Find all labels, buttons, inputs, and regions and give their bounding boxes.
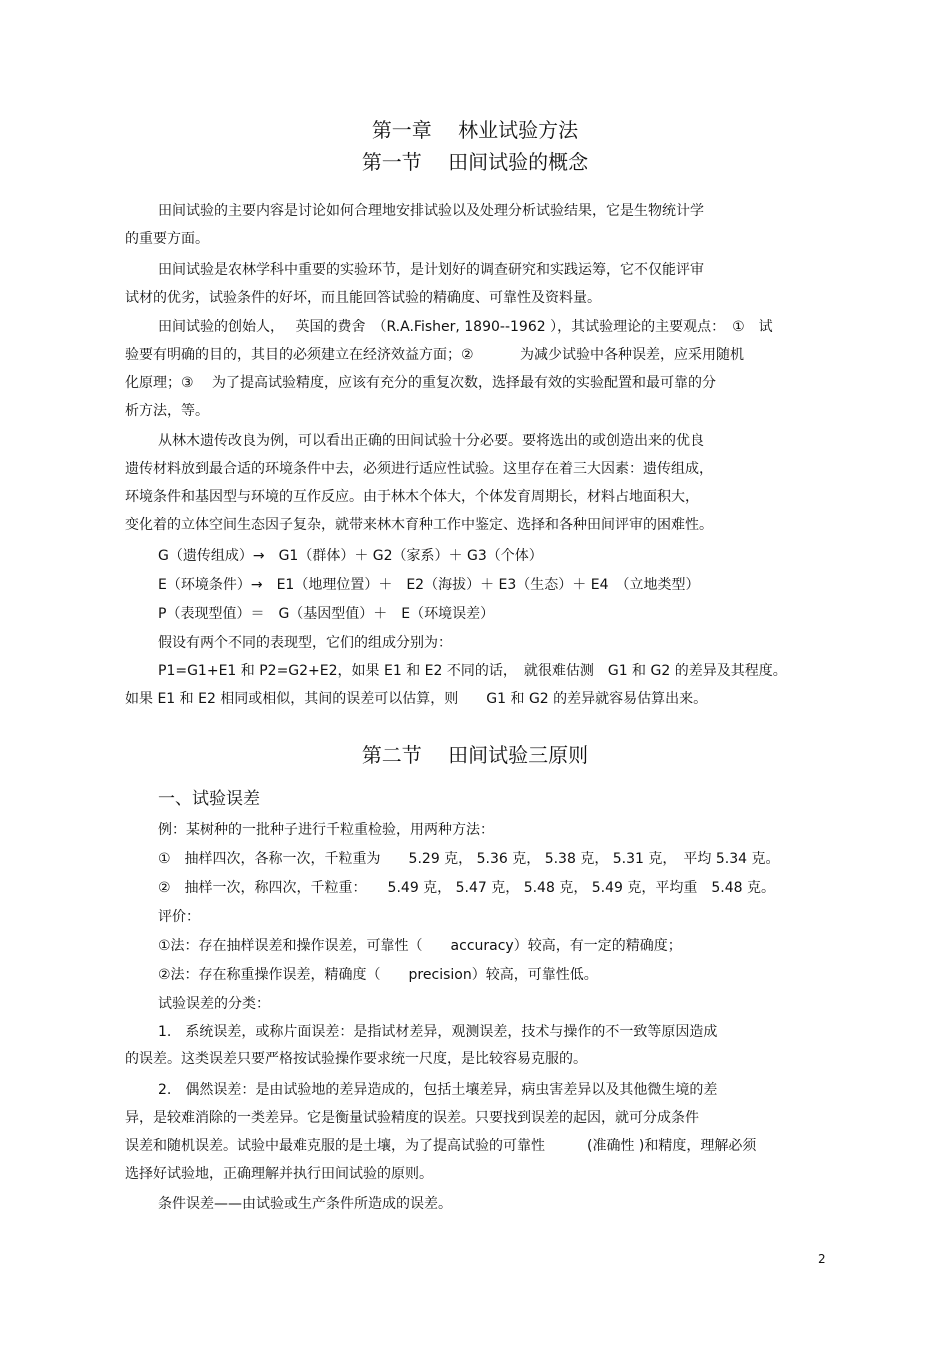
paragraph-line: 田间试验的创始人， 英国的费舍 （R.A.Fisher, 1890--1962 ），其试验理论的主要观点： ① 试 <box>158 319 773 335</box>
subsection-title: 一、试验误差 <box>158 789 260 809</box>
list-item: ② 抽样一次，称四次，千粒重： 5.49 克， 5.47 克， 5.48 克， 5.49 克，平均重 5.48 克。 <box>158 880 776 896</box>
paragraph-line: 的误差。这类误差只要严格按试验操作要求统一尺度，是比较容易克服的。 <box>125 1051 587 1067</box>
paragraph-line: 假设有两个不同的表现型，它们的组成分别为： <box>158 635 452 651</box>
paragraph-line: 试材的优劣，试验条件的好坏，而且能回答试验的精确度、可靠性及资料量。 <box>125 290 601 306</box>
paragraph-line: ②法：存在称重操作误差，精确度（ precision）较高，可靠性低。 <box>158 967 598 983</box>
paragraph-line: ①法：存在抽样误差和操作误差，可靠性（ accuracy）较高，有一定的精确度； <box>158 938 682 954</box>
paragraph-line: 评价： <box>158 909 200 925</box>
paragraph-line: 变化着的立体空间生态因子复杂，就带来林木育种工作中鉴定、选择和各种田间评审的困难性。 <box>125 517 713 533</box>
paragraph-line: 选择好试验地，正确理解并执行田间试验的原则。 <box>125 1166 433 1182</box>
paragraph-line: 条件误差——由试验或生产条件所造成的误差。 <box>158 1196 452 1212</box>
list-item: 1. 系统误差，或称片面误差：是指试材差异，观测误差，技术与操作的不一致等原因造成 <box>158 1024 718 1040</box>
paragraph-line: 化原理；③ 为了提高试验精度，应该有充分的重复次数，选择最有效的实验配置和最可靠的分 <box>125 375 716 391</box>
section-title: 第二节 田间试验三原则 <box>361 743 589 767</box>
paragraph-line: 从林木遗传改良为例，可以看出正确的田间试验十分必要。要将选出的或创造出来的优良 <box>158 433 704 449</box>
paragraph-line: 田间试验是农林学科中重要的实验环节，是计划好的调查研究和实践运筹，它不仅能评审 <box>158 262 704 278</box>
paragraph-line: 例：某树种的一批种子进行千粒重检验，用两种方法： <box>158 822 494 838</box>
paragraph-line: 田间试验的主要内容是讨论如何合理地安排试验以及处理分析试验结果，它是生物统计学 <box>158 203 704 219</box>
paragraph-line: 遗传材料放到最合适的环境条件中去，必须进行适应性试验。这里存在着三大因素：遗传组成， <box>125 461 713 477</box>
paragraph-line: 的重要方面。 <box>125 231 209 247</box>
formula-line: E（环境条件）→ E1（地理位置）＋ E2（海拔）＋ E3（生态）＋ E4 （立地类型） <box>158 577 700 593</box>
formula-line: G（遗传组成）→ G1（群体）＋ G2（家系）＋ G3（个体） <box>158 548 543 564</box>
paragraph-line: 误差和随机误差。试验中最难克服的是土壤，为了提高试验的可靠性 (准确性 )和精度，理解必须 <box>125 1138 757 1154</box>
chapter-title: 第一章 林业试验方法 <box>371 118 579 142</box>
paragraph-line: P1=G1+E1 和 P2=G2+E2，如果 E1 和 E2 不同的话， 就很难估测 G1 和 G2 的差异及其程度。 <box>158 663 787 679</box>
section-title: 第一节 田间试验的概念 <box>361 150 589 174</box>
page-number: 2 <box>818 1252 826 1266</box>
list-item: 2. 偶然误差：是由试验地的差异造成的，包括土壤差异，病虫害差异以及其他微生境的差 <box>158 1082 718 1098</box>
paragraph-line: 试验误差的分类： <box>158 996 270 1012</box>
paragraph-line: 环境条件和基因型与环境的互作反应。由于林木个体大，个体发育周期长，材料占地面积大， <box>125 489 699 505</box>
paragraph-line: 析方法，等。 <box>125 403 209 419</box>
formula-line: P（表现型值）＝ G（基因型值）＋ E（环境误差） <box>158 606 495 622</box>
paragraph-line: 如果 E1 和 E2 相同或相似，其间的误差可以估算，则 G1 和 G2 的差异就容易估算出来。 <box>125 691 708 707</box>
paragraph-line: 异，是较难消除的一类差异。它是衡量试验精度的误差。只要找到误差的起因，就可分成条件 <box>125 1110 699 1126</box>
paragraph-line: 验要有明确的目的，其目的必须建立在经济效益方面；② 为减少试验中各种误差，应采用随机 <box>125 347 744 363</box>
list-item: ① 抽样四次，各称一次，千粒重为 5.29 克， 5.36 克， 5.38 克， 5.31 克， 平均 5.34 克。 <box>158 851 780 867</box>
